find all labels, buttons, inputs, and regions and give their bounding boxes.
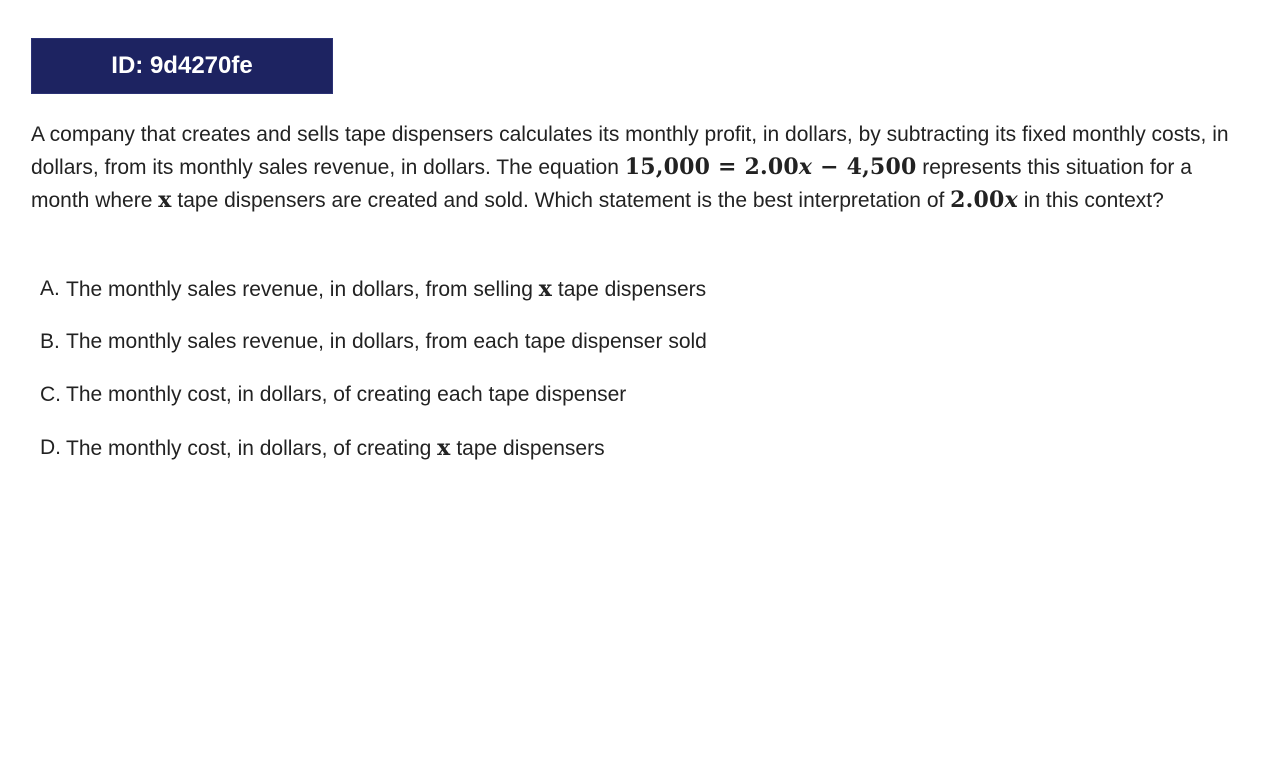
choice-text-before: The monthly sales revenue, in dollars, from each tape dispenser sold (66, 329, 707, 353)
choice-text (66, 383, 626, 407)
choice-variable: x (538, 275, 553, 302)
equation-rhs: − 4,500 (812, 154, 917, 180)
choice-text (66, 435, 605, 461)
choice-b[interactable] (40, 315, 1240, 368)
question-text-part2: represents this situation for a month where (31, 156, 1192, 212)
equation-variable: x (798, 154, 813, 180)
choice-text-after: tape dispensers (450, 436, 605, 460)
question-text-part4: in this context? (1017, 189, 1164, 212)
equation (625, 154, 917, 180)
question-id-label: ID: 9d4270fe (111, 52, 253, 79)
choice-letter: A. (40, 276, 60, 300)
expression (950, 187, 1018, 213)
equation-lhs: 15,000 = 2.00 (624, 154, 799, 180)
expression-variable: x (1004, 187, 1018, 213)
choice-a[interactable] (40, 262, 1240, 315)
choice-letter: C. (40, 382, 61, 406)
choice-text-after: tape dispensers (552, 277, 707, 301)
choice-d[interactable] (40, 421, 1240, 474)
question-id-badge (31, 38, 333, 94)
choice-text-before: The monthly sales revenue, in dollars, from selling (66, 277, 539, 301)
question-stem (31, 118, 1246, 217)
expression-coefficient: 2.00 (950, 187, 1005, 213)
choice-text-before: The monthly cost, in dollars, of creating (66, 436, 438, 460)
question-text-part1: A company that creates and sells tape dispensers calculates its monthly profit, in dollars, by subtracting its fixed monthly costs, in dollars, from its monthly sales revenue, in dollars. The equation (31, 123, 1229, 179)
choice-text-before: The monthly cost, in dollars, of creating each tape dispenser (66, 382, 627, 406)
choice-variable: x (437, 434, 451, 461)
choice-letter: B. (40, 329, 60, 353)
variable-x: x (158, 187, 172, 213)
choice-letter: D. (40, 435, 61, 459)
choice-text (66, 330, 707, 354)
question-text-part3: tape dispensers are created and sold. Which statement is the best interpretation of (171, 189, 951, 212)
answer-choices (40, 262, 1240, 474)
choice-text (66, 276, 706, 302)
choice-c[interactable] (40, 368, 1240, 421)
